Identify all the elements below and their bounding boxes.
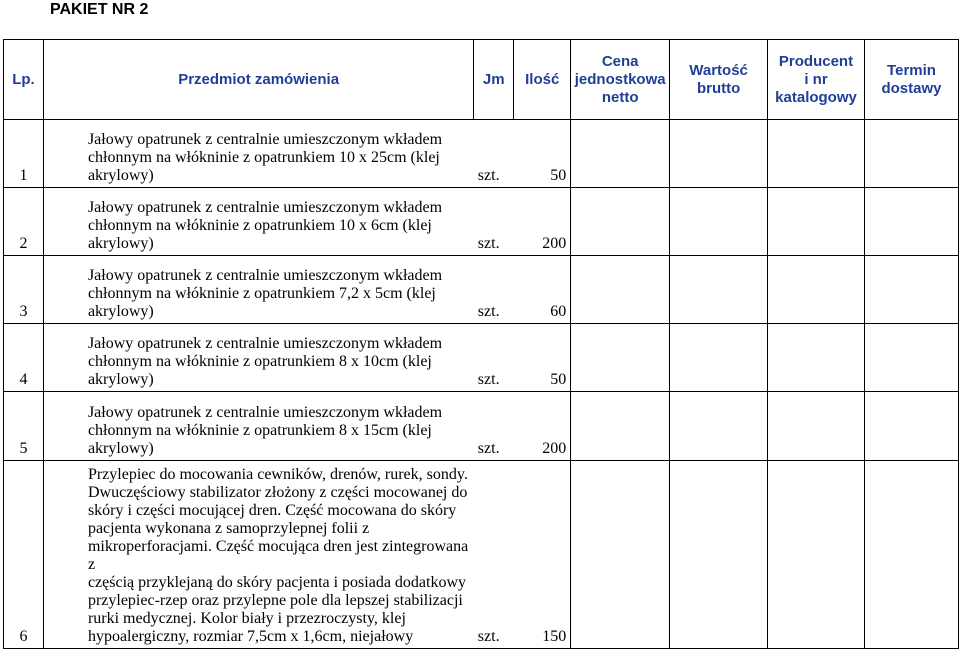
item-description-line: rurki medycznej. Kolor biały i przezroczysty, klej <box>87 610 406 627</box>
table-row <box>4 392 959 461</box>
unit-price-cell[interactable] <box>571 188 670 256</box>
row-number: 1 <box>4 120 44 188</box>
quantity: 200 <box>514 188 571 256</box>
item-description-line: Jałowy opatrunek z centralnie umieszczonym wkładem <box>87 131 443 148</box>
item-description-line: akrylowy) <box>87 303 154 320</box>
gross-value-cell[interactable] <box>670 120 768 188</box>
item-description-line: chłonnym na włókninie z opatrunkiem 7,2 x 5cm (klej <box>87 285 436 302</box>
item-description-line: Jałowy opatrunek z centralnie umieszczonym wkładem <box>87 404 443 421</box>
header-producer-line: i nr <box>804 70 828 88</box>
producer-cell[interactable] <box>768 324 865 392</box>
item-description-line: chłonnym na włókninie z opatrunkiem 8 x 10cm (klej <box>87 353 432 370</box>
page-title: PAKIET NR 2 <box>50 1 149 18</box>
delivery-cell[interactable] <box>865 120 959 188</box>
table-row <box>4 256 959 324</box>
item-description-line: mikroperforacjami. Część mocująca dren jest zintegrowana z <box>87 538 469 573</box>
item-description-line: Jałowy opatrunek z centralnie umieszczonym wkładem <box>87 267 443 284</box>
item-description-line: akrylowy) <box>87 440 154 457</box>
header-gross-value-line: brutto <box>696 79 741 97</box>
unit-of-measure: szt. <box>474 256 514 324</box>
item-description-line: skóry i części mocującej dren. Część mocowana do skóry <box>87 502 457 519</box>
quantity: 50 <box>514 324 571 392</box>
row-number: 4 <box>4 324 44 392</box>
unit-price-cell[interactable] <box>571 392 670 461</box>
item-description-line: chłonnym na włókninie z opatrunkiem 10 x 6cm (klej <box>87 217 432 234</box>
item-description-line: chłonnym na włókninie z opatrunkiem 10 x 25cm (klej <box>87 149 440 166</box>
header-producer <box>768 40 865 120</box>
unit-of-measure: szt. <box>474 461 514 649</box>
item-description-line: akrylowy) <box>87 371 154 388</box>
item-description-line: Jałowy opatrunek z centralnie umieszczonym wkładem <box>87 335 443 352</box>
quantity: 200 <box>514 392 571 461</box>
item-description <box>43 392 473 461</box>
producer-cell[interactable] <box>768 461 865 649</box>
table-row <box>4 188 959 256</box>
delivery-cell[interactable] <box>865 188 959 256</box>
row-number: 2 <box>4 188 44 256</box>
unit-of-measure: szt. <box>474 120 514 188</box>
unit-price-cell[interactable] <box>571 120 670 188</box>
row-number: 3 <box>4 256 44 324</box>
header-lp: Lp. <box>4 40 44 120</box>
gross-value-cell[interactable] <box>670 256 768 324</box>
producer-cell[interactable] <box>768 256 865 324</box>
header-qty: Ilość <box>514 40 571 120</box>
item-description <box>43 256 473 324</box>
row-number: 6 <box>4 461 44 649</box>
header-delivery-line: Termin <box>887 61 936 79</box>
gross-value-cell[interactable] <box>670 461 768 649</box>
table-row <box>4 120 959 188</box>
order-table <box>3 39 959 649</box>
header-unit-price-line: Cena <box>601 52 639 70</box>
header-item: Przedmiot zamówienia <box>43 40 473 120</box>
header-gross-value <box>670 40 768 120</box>
unit-of-measure: szt. <box>474 392 514 461</box>
quantity: 50 <box>514 120 571 188</box>
delivery-cell[interactable] <box>865 392 959 461</box>
producer-cell[interactable] <box>768 188 865 256</box>
header-producer-line: katalogowy <box>775 88 857 106</box>
item-description-line: Przylepiec do mocowania cewników, drenów, rurek, sondy. <box>87 466 468 483</box>
gross-value-cell[interactable] <box>670 392 768 461</box>
unit-price-cell[interactable] <box>571 256 670 324</box>
header-producer-line: Producent <box>778 52 854 70</box>
producer-cell[interactable] <box>768 120 865 188</box>
item-description-line: akrylowy) <box>87 235 154 252</box>
item-description <box>43 461 473 649</box>
unit-price-cell[interactable] <box>571 324 670 392</box>
gross-value-cell[interactable] <box>670 324 768 392</box>
item-description-line: hypoalergiczny, rozmiar 7,5cm x 1,6cm, niejałowy <box>87 628 414 645</box>
gross-value-cell[interactable] <box>670 188 768 256</box>
unit-of-measure: szt. <box>474 324 514 392</box>
item-description-line: Dwuczęściowy stabilizator złożony z części mocowanej do <box>87 484 468 501</box>
item-description-line: przylepiec-rzep oraz przylepne pole dla lepszej stabilizacji <box>87 592 463 609</box>
header-jm: Jm <box>474 40 514 120</box>
item-description <box>43 188 473 256</box>
header-unit-price-line: netto <box>601 88 639 106</box>
delivery-cell[interactable] <box>865 461 959 649</box>
producer-cell[interactable] <box>768 392 865 461</box>
quantity: 60 <box>514 256 571 324</box>
item-description-line: pacjenta wykonana z samoprzylepnej folii z <box>87 520 370 537</box>
item-description-line: akrylowy) <box>87 167 154 184</box>
header-delivery <box>865 40 959 120</box>
header-delivery-line: dostawy <box>881 79 942 97</box>
delivery-cell[interactable] <box>865 256 959 324</box>
table-row <box>4 324 959 392</box>
item-description-line: częścią przyklejaną do skóry pacjenta i posiada dodatkowy <box>87 574 467 591</box>
header-gross-value-line: Wartość <box>689 61 748 79</box>
header-row <box>4 40 959 120</box>
row-number: 5 <box>4 392 44 461</box>
item-description <box>43 324 473 392</box>
item-description <box>43 120 473 188</box>
unit-of-measure: szt. <box>474 188 514 256</box>
item-description-line: Jałowy opatrunek z centralnie umieszczonym wkładem <box>87 199 443 216</box>
unit-price-cell[interactable] <box>571 461 670 649</box>
header-unit-price-line: jednostkowa <box>574 70 666 88</box>
quantity: 150 <box>514 461 571 649</box>
table-row <box>4 461 959 649</box>
header-unit-price <box>571 40 670 120</box>
delivery-cell[interactable] <box>865 324 959 392</box>
item-description-line: chłonnym na włókninie z opatrunkiem 8 x 15cm (klej <box>87 422 432 439</box>
